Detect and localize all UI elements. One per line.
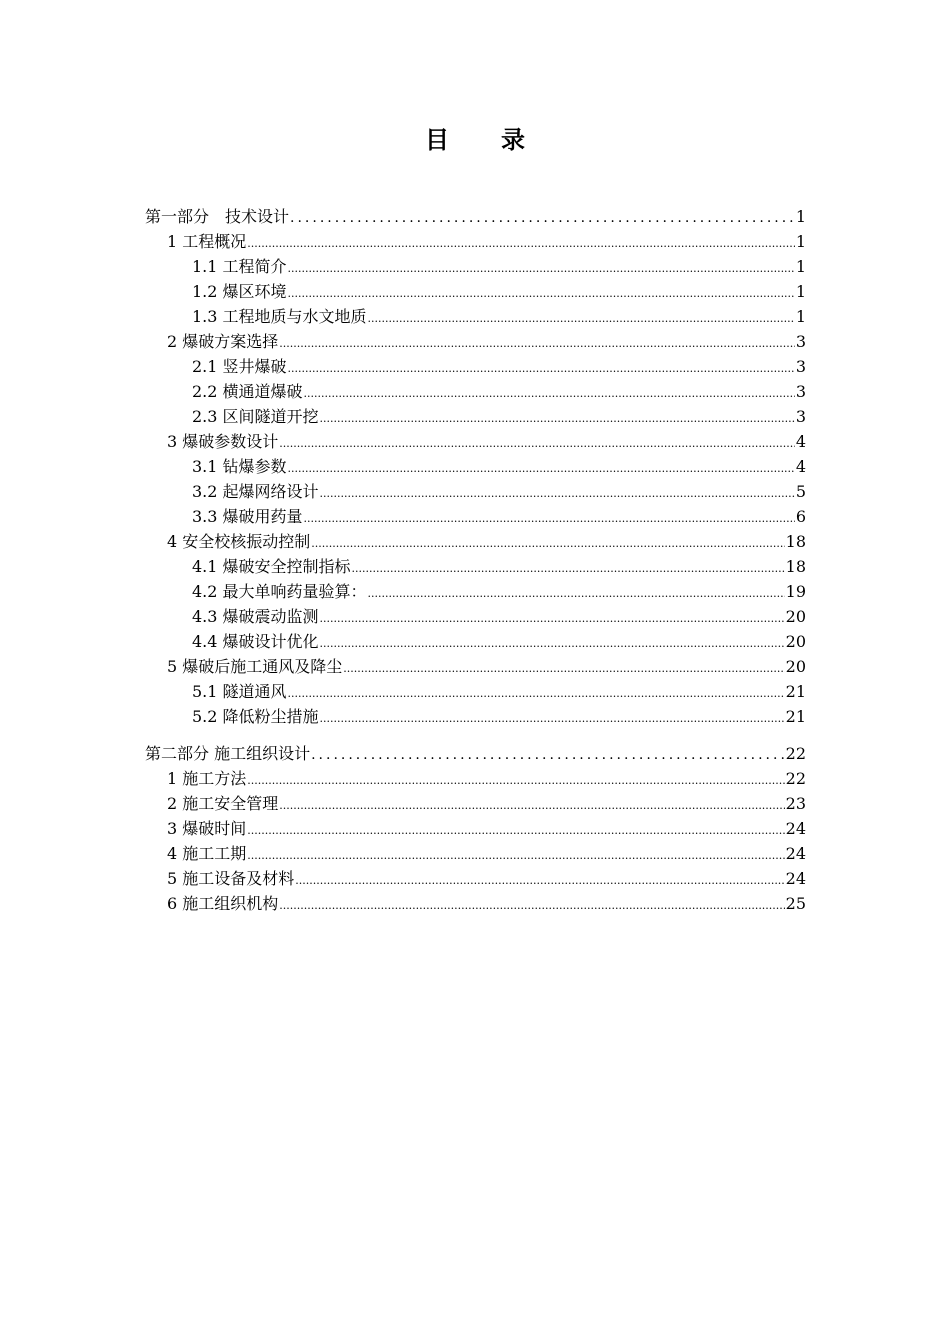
dot-leader [352, 556, 785, 581]
toc-entry[interactable] [145, 891, 806, 916]
toc-entry-label: 5.2 降低粉尘措施 [192, 707, 319, 726]
toc-entry-label: 3.3 爆破用药量 [192, 507, 303, 526]
toc-page-number: 3 [795, 357, 806, 376]
toc-page-number: 3 [795, 332, 806, 351]
dot-leader [279, 793, 784, 818]
toc-entry-label: 5 施工设备及材料 [167, 869, 295, 888]
dot-leader [290, 206, 795, 231]
toc-page-number: 1 [795, 207, 806, 226]
toc-part-2[interactable] [145, 741, 806, 766]
toc-page-number: 21 [785, 682, 806, 701]
toc-part-1-items [145, 229, 806, 729]
toc-part-1[interactable] [145, 204, 806, 229]
toc-page-number: 20 [785, 632, 806, 651]
toc-entry[interactable] [145, 329, 806, 354]
toc-entry[interactable] [145, 766, 806, 791]
toc-entry[interactable] [145, 654, 806, 679]
toc-page-number: 6 [795, 507, 806, 526]
toc-page-number: 1 [795, 307, 806, 326]
dot-leader [320, 406, 795, 431]
toc-entry-label: 4 安全校核振动控制 [167, 532, 311, 551]
toc-page-number: 22 [785, 744, 806, 763]
dot-leader [295, 868, 784, 893]
toc-entry[interactable] [145, 479, 806, 504]
toc-entry[interactable] [145, 454, 806, 479]
toc-entry-label: 4.2 最大单响药量验算： [192, 582, 367, 601]
dot-leader [311, 531, 784, 556]
toc-entry[interactable] [145, 841, 806, 866]
toc-page-number: 23 [785, 794, 806, 813]
dot-leader [288, 681, 785, 706]
toc-entry-label: 4.3 爆破震动监测 [192, 607, 319, 626]
title-char-2: 录 [501, 125, 525, 154]
toc-entry-label: 5.1 隧道通风 [192, 682, 287, 701]
toc-page-number: 24 [785, 819, 806, 838]
dot-leader [288, 256, 795, 281]
toc-entry[interactable] [145, 304, 806, 329]
toc-entry[interactable] [145, 404, 806, 429]
toc-entry[interactable] [145, 604, 806, 629]
dot-leader [288, 281, 795, 306]
toc-entry[interactable] [145, 354, 806, 379]
toc-entry-label: 4.1 爆破安全控制指标 [192, 557, 351, 576]
dot-leader [320, 606, 785, 631]
toc-entry-label: 3 爆破时间 [167, 819, 247, 838]
toc-page-number: 22 [785, 769, 806, 788]
dot-leader [368, 581, 785, 606]
toc-entry-label: 第二部分 施工组织设计 [145, 744, 311, 763]
toc-entry[interactable] [145, 429, 806, 454]
toc-entry-label: 1.3 工程地质与水文地质 [192, 307, 367, 326]
toc-page-number: 1 [795, 257, 806, 276]
toc-page-number: 5 [795, 482, 806, 501]
toc-page-number: 24 [785, 869, 806, 888]
toc-entry-label: 1 工程概况 [167, 232, 247, 251]
toc-entry[interactable] [145, 529, 806, 554]
toc-entry-label: 3 爆破参数设计 [167, 432, 279, 451]
dot-leader [320, 631, 785, 656]
toc-entry-label: 第一部分 技术设计 [145, 207, 290, 226]
toc-entry-label: 5 爆破后施工通风及降尘 [167, 657, 343, 676]
toc-page-number: 4 [795, 432, 806, 451]
dot-leader [320, 706, 785, 731]
toc-page-number: 18 [785, 532, 806, 551]
dot-leader [288, 356, 795, 381]
toc-entry[interactable] [145, 229, 806, 254]
toc-page-number: 24 [785, 844, 806, 863]
toc-entry-label: 1.2 爆区环境 [192, 282, 287, 301]
toc-entry-label: 1.1 工程简介 [192, 257, 287, 276]
dot-leader [304, 381, 795, 406]
toc-part-2-items [145, 766, 806, 916]
dot-leader [288, 456, 795, 481]
toc-entry-label: 4 施工工期 [167, 844, 247, 863]
toc-entry-label: 2.2 横通道爆破 [192, 382, 303, 401]
toc-entry-label: 2.1 竖井爆破 [192, 357, 287, 376]
title-char-1: 目 [425, 125, 449, 154]
toc-entry-label: 3.1 钻爆参数 [192, 457, 287, 476]
toc-entry[interactable] [145, 254, 806, 279]
toc-page-number: 19 [785, 582, 806, 601]
toc-entry-label: 2 爆破方案选择 [167, 332, 279, 351]
table-of-contents [145, 204, 806, 916]
toc-entry[interactable] [145, 679, 806, 704]
toc-page-number: 4 [795, 457, 806, 476]
dot-leader [247, 768, 784, 793]
toc-page-number: 1 [795, 282, 806, 301]
toc-entry[interactable] [145, 279, 806, 304]
toc-page-number: 20 [785, 657, 806, 676]
toc-page-number: 3 [795, 407, 806, 426]
toc-entry-label: 6 施工组织机构 [167, 894, 279, 913]
dot-leader [304, 506, 795, 531]
toc-entry[interactable] [145, 866, 806, 891]
toc-entry[interactable] [145, 579, 806, 604]
dot-leader [279, 431, 795, 456]
toc-entry-label: 3.2 起爆网络设计 [192, 482, 319, 501]
toc-page-number: 18 [785, 557, 806, 576]
dot-leader [247, 843, 784, 868]
toc-page-number: 21 [785, 707, 806, 726]
toc-page-number: 20 [785, 607, 806, 626]
toc-entry[interactable] [145, 379, 806, 404]
toc-page-number: 1 [795, 232, 806, 251]
toc-entry[interactable] [145, 791, 806, 816]
toc-page-number: 3 [795, 382, 806, 401]
toc-entry-label: 2.3 区间隧道开挖 [192, 407, 319, 426]
toc-entry[interactable] [145, 816, 806, 841]
toc-entry[interactable] [145, 704, 806, 729]
toc-entry[interactable] [145, 629, 806, 654]
toc-entry[interactable] [145, 504, 806, 529]
dot-leader [247, 231, 795, 256]
toc-page-number: 25 [785, 894, 806, 913]
dot-leader [368, 306, 795, 331]
toc-entry-label: 1 施工方法 [167, 769, 247, 788]
dot-leader [279, 331, 795, 356]
page-title [0, 120, 950, 155]
toc-entry[interactable] [145, 554, 806, 579]
dot-leader [247, 818, 784, 843]
dot-leader [343, 656, 784, 681]
toc-entry-label: 2 施工安全管理 [167, 794, 279, 813]
dot-leader [279, 893, 784, 918]
dot-leader [320, 481, 795, 506]
dot-leader [311, 743, 785, 768]
toc-entry-label: 4.4 爆破设计优化 [192, 632, 319, 651]
